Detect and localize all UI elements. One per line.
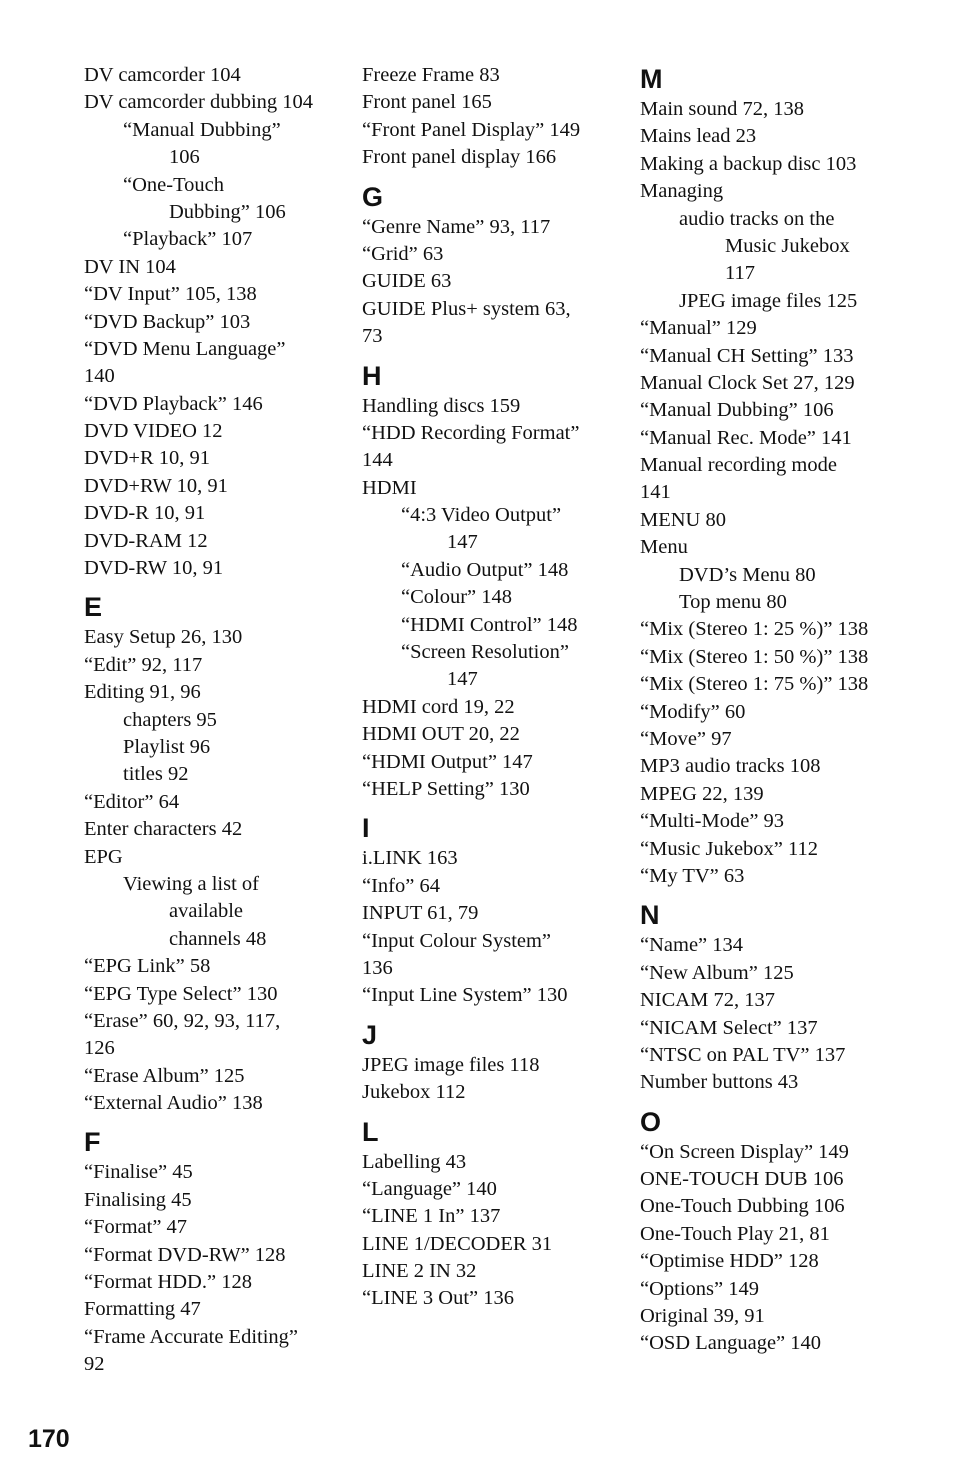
index-subentry: titles 92 bbox=[123, 763, 189, 786]
index-entry: GUIDE 63 bbox=[362, 270, 452, 293]
index-entry: MP3 audio tracks 108 bbox=[640, 755, 821, 778]
index-entry: “Info” 64 bbox=[362, 874, 440, 897]
index-entry: “DV Input” 105, 138 bbox=[84, 283, 257, 306]
section-letter-heading: J bbox=[362, 1019, 378, 1050]
index-entry: HDMI OUT 20, 22 bbox=[362, 723, 520, 746]
index-entry: “HELP Setting” 130 bbox=[362, 777, 530, 800]
index-entry: “Format DVD-RW” 128 bbox=[84, 1243, 286, 1266]
index-subentry: “4:3 Video Output” bbox=[401, 504, 562, 527]
index-subentry: DVD’s Menu 80 bbox=[679, 563, 816, 586]
index-entry: “Modify” 60 bbox=[640, 700, 746, 723]
index-entry: “Grid” 63 bbox=[362, 242, 444, 265]
index-subentry: 147 bbox=[447, 668, 478, 691]
index-entry: “Mix (Stereo 1: 50 %)” 138 bbox=[640, 645, 869, 668]
index-entry: Original 39, 91 bbox=[640, 1305, 765, 1328]
index-entry: 141 bbox=[640, 481, 671, 504]
index-entry: 126 bbox=[84, 1037, 115, 1060]
section-letter-heading: M bbox=[640, 64, 663, 94]
index-entry: “NTSC on PAL TV” 137 bbox=[640, 1043, 846, 1066]
index-entry: Making a backup disc 103 bbox=[640, 152, 857, 175]
index-entry: “Options” 149 bbox=[640, 1277, 759, 1300]
index-entry: “Language” 140 bbox=[362, 1177, 497, 1200]
index-entry: DVD VIDEO 12 bbox=[84, 420, 223, 443]
index-entry: Jukebox 112 bbox=[362, 1081, 466, 1104]
index-subentry: JPEG image files 125 bbox=[679, 289, 858, 312]
index-entry: “Optimise HDD” 128 bbox=[640, 1250, 819, 1273]
index-entry: “DVD Menu Language” bbox=[84, 337, 286, 360]
section-letter-heading: G bbox=[362, 181, 384, 212]
index-entry: DV camcorder dubbing 104 bbox=[84, 91, 314, 114]
index-entry: One-Touch Dubbing 106 bbox=[640, 1195, 845, 1218]
index-entry: “DVD Backup” 103 bbox=[84, 310, 251, 333]
index-entry: Front panel display 166 bbox=[362, 146, 557, 169]
index-column-1 bbox=[84, 62, 354, 1379]
index-entry: DVD+RW 10, 91 bbox=[84, 474, 228, 497]
index-entry: Easy Setup 26, 130 bbox=[84, 626, 243, 649]
index-entry: “NICAM Select” 137 bbox=[640, 1016, 818, 1039]
index-entry: “Frame Accurate Editing” bbox=[84, 1325, 299, 1348]
index-entry: “Mix (Stereo 1: 25 %)” 138 bbox=[640, 618, 869, 641]
index-subentry: “Playback” 107 bbox=[123, 228, 253, 251]
index-entry: DVD-RAM 12 bbox=[84, 529, 208, 552]
index-entry: INPUT 61, 79 bbox=[362, 902, 479, 925]
index-column-2 bbox=[362, 62, 632, 1313]
index-entry: NICAM 72, 137 bbox=[640, 989, 775, 1012]
index-subentry: Music Jukebox bbox=[725, 234, 850, 257]
index-entry: 144 bbox=[362, 449, 393, 472]
index-subentry: 117 bbox=[725, 262, 755, 285]
index-entry: “Finalise” 45 bbox=[84, 1161, 193, 1184]
index-entry: HDMI bbox=[362, 476, 417, 499]
index-subentry: audio tracks on the bbox=[679, 207, 835, 230]
index-entry: “OSD Language” 140 bbox=[640, 1332, 822, 1355]
index-entry: “Format HDD.” 128 bbox=[84, 1271, 252, 1294]
index-entry: “External Audio” 138 bbox=[84, 1092, 263, 1115]
index-entry: Freeze Frame 83 bbox=[362, 64, 500, 86]
index-entry: Menu bbox=[640, 536, 688, 559]
index-entry: “Editor” 64 bbox=[84, 790, 180, 813]
index-subentry: Viewing a list of bbox=[123, 872, 259, 895]
index-entry: 136 bbox=[362, 956, 393, 979]
index-entry: LINE 2 IN 32 bbox=[362, 1260, 477, 1283]
index-subentry: available bbox=[169, 900, 243, 923]
index-entry: One-Touch Play 21, 81 bbox=[640, 1222, 830, 1245]
section-letter-heading: O bbox=[640, 1106, 662, 1137]
index-entry: “New Album” 125 bbox=[640, 961, 794, 984]
index-entry: Manual recording mode bbox=[640, 454, 837, 477]
index-entry: Formatting 47 bbox=[84, 1298, 201, 1321]
index-entry: “Erase Album” 125 bbox=[84, 1064, 245, 1087]
index-entry: “My TV” 63 bbox=[640, 864, 745, 887]
index-subentry: channels 48 bbox=[169, 927, 267, 950]
index-entry: 73 bbox=[362, 325, 383, 348]
index-entry: “Multi-Mode” 93 bbox=[640, 810, 785, 833]
index-column-3 bbox=[640, 62, 930, 1358]
index-subentry: Top menu 80 bbox=[679, 591, 787, 614]
index-subentry: “HDMI Control” 148 bbox=[401, 613, 578, 636]
index-entry: “DVD Playback” 146 bbox=[84, 392, 263, 415]
section-letter-heading: H bbox=[362, 360, 382, 391]
index-entry: DVD-RW 10, 91 bbox=[84, 557, 224, 580]
index-entry: i.LINK 163 bbox=[362, 847, 458, 870]
index-entry: “Mix (Stereo 1: 75 %)” 138 bbox=[640, 673, 869, 696]
index-entry: “Erase” 60, 92, 93, 117, bbox=[84, 1009, 281, 1032]
section-letter-heading: E bbox=[84, 592, 103, 623]
section-letter-heading: N bbox=[640, 900, 660, 931]
index-entry: “EPG Type Select” 130 bbox=[84, 982, 278, 1005]
index-subentry: “Colour” 148 bbox=[401, 586, 513, 609]
index-entry: Enter characters 42 bbox=[84, 818, 243, 841]
index-entry: 92 bbox=[84, 1353, 105, 1376]
index-entry: “Manual CH Setting” 133 bbox=[640, 344, 854, 367]
index-entry: DVD+R 10, 91 bbox=[84, 447, 211, 470]
index-entry: JPEG image files 118 bbox=[362, 1053, 540, 1076]
index-entry: “Manual” 129 bbox=[640, 317, 757, 340]
page-number: 170 bbox=[28, 1425, 70, 1453]
index-entry: HDMI cord 19, 22 bbox=[362, 695, 515, 718]
index-entry: ONE-TOUCH DUB 106 bbox=[640, 1168, 844, 1191]
index-entry: “Manual Rec. Mode” 141 bbox=[640, 426, 852, 449]
index-entry: “Front Panel Display” 149 bbox=[362, 118, 581, 141]
index-entry: DV IN 104 bbox=[84, 255, 176, 278]
index-entry: EPG bbox=[84, 845, 123, 868]
index-entry: “Move” 97 bbox=[640, 727, 732, 750]
index-subentry: Playlist 96 bbox=[123, 735, 211, 758]
index-subentry: “Audio Output” 148 bbox=[401, 558, 569, 581]
index-entry: Finalising 45 bbox=[84, 1188, 192, 1211]
index-entry: “Edit” 92, 117 bbox=[84, 653, 203, 676]
index-entry: Number buttons 43 bbox=[640, 1071, 799, 1094]
index-entry: 140 bbox=[84, 365, 115, 388]
index-subentry: “One-Touch bbox=[123, 173, 225, 196]
index-entry: “HDMI Output” 147 bbox=[362, 750, 533, 773]
index-entry: “LINE 1 In” 137 bbox=[362, 1205, 501, 1228]
index-entry: LINE 1/DECODER 31 bbox=[362, 1232, 553, 1255]
index-subentry: 106 bbox=[169, 146, 200, 169]
index-entry: “LINE 3 Out” 136 bbox=[362, 1287, 514, 1310]
index-entry: Managing bbox=[640, 180, 724, 203]
index-entry: “Format” 47 bbox=[84, 1216, 188, 1239]
index-entry: MENU 80 bbox=[640, 508, 726, 531]
section-letter-heading: I bbox=[362, 813, 370, 844]
index-entry: “Genre Name” 93, 117 bbox=[362, 215, 551, 238]
index-entry: “EPG Link” 58 bbox=[84, 955, 211, 978]
index-entry: Front panel 165 bbox=[362, 91, 492, 114]
index-entry: DV camcorder 104 bbox=[84, 64, 241, 86]
index-entry: “Input Colour System” bbox=[362, 929, 552, 952]
section-letter-heading: L bbox=[362, 1116, 379, 1147]
index-entry: MPEG 22, 139 bbox=[640, 782, 764, 805]
section-letter-heading: F bbox=[84, 1127, 101, 1158]
index-subentry: “Screen Resolution” bbox=[401, 641, 569, 664]
index-entry: “HDD Recording Format” bbox=[362, 421, 580, 444]
index-entry: GUIDE Plus+ system 63, bbox=[362, 297, 571, 320]
index-entry: “Music Jukebox” 112 bbox=[640, 837, 819, 860]
index-entry: “Manual Dubbing” 106 bbox=[640, 399, 834, 422]
index-entry: Labelling 43 bbox=[362, 1150, 467, 1173]
index-entry: Handling discs 159 bbox=[362, 394, 521, 417]
index-entry: “Name” 134 bbox=[640, 934, 744, 957]
index-subentry: 147 bbox=[447, 531, 478, 554]
index-entry: “On Screen Display” 149 bbox=[640, 1140, 849, 1163]
index-subentry: “Manual Dubbing” bbox=[123, 118, 281, 141]
index-entry: Manual Clock Set 27, 129 bbox=[640, 371, 855, 394]
index-entry: DVD-R 10, 91 bbox=[84, 502, 206, 525]
index-subentry: Dubbing” 106 bbox=[169, 200, 286, 223]
index-entry: “Input Line System” 130 bbox=[362, 984, 568, 1007]
index-subentry: chapters 95 bbox=[123, 708, 217, 731]
index-entry: Mains lead 23 bbox=[640, 125, 757, 148]
index-entry: Main sound 72, 138 bbox=[640, 98, 804, 120]
index-entry: Editing 91, 96 bbox=[84, 681, 201, 704]
